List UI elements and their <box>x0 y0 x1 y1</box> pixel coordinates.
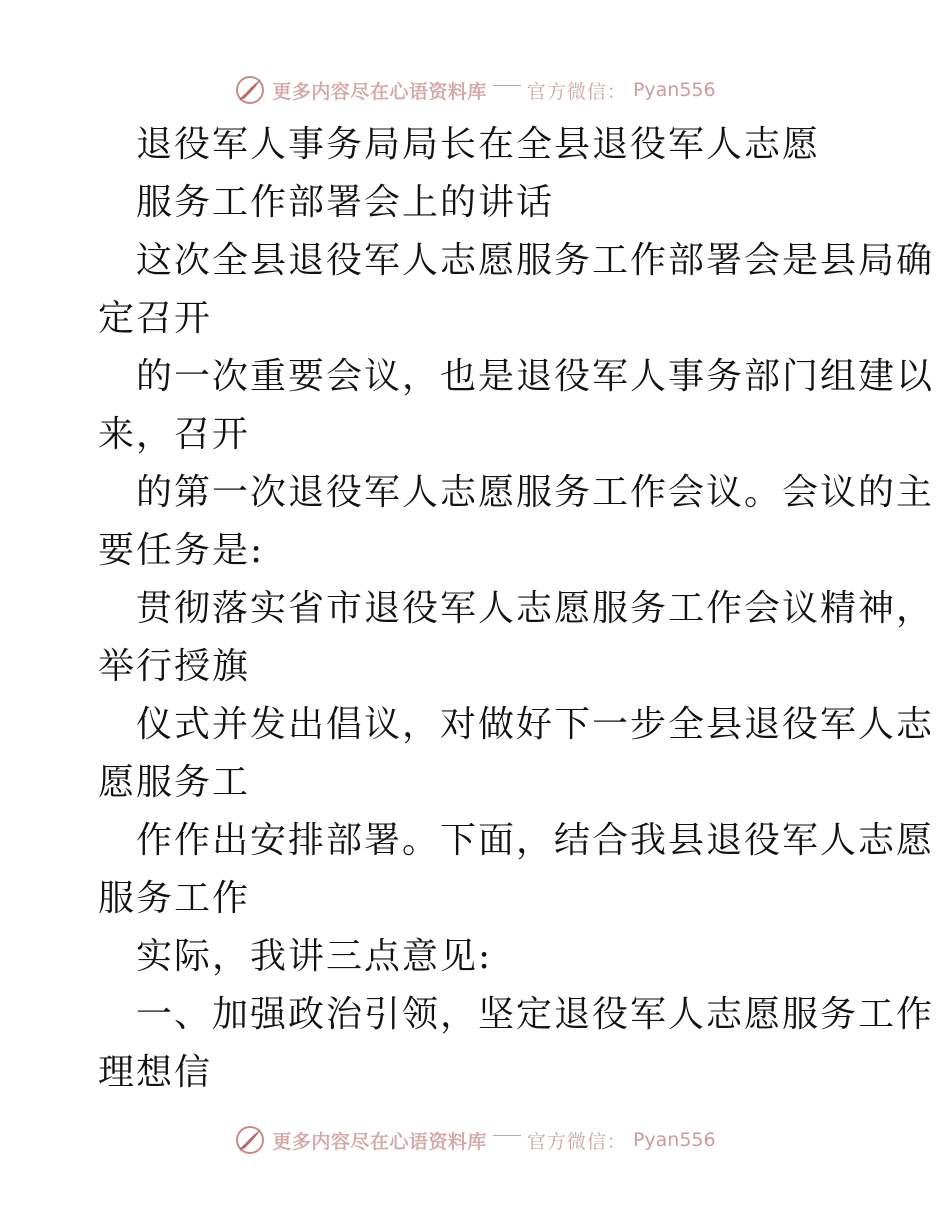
watermark-dash <box>493 85 521 86</box>
watermark-brand-text: 更多内容尽在心语资料库 <box>272 80 487 103</box>
watermark-contact-id: Pyan556 <box>632 79 716 101</box>
paragraph-line: 作作出安排部署。下面，结合我县退役军人志愿 <box>136 820 935 861</box>
watermark-contact-label: 官方微信： <box>526 1130 627 1153</box>
paragraph-line: 举行授旗 <box>98 646 251 687</box>
paragraph-line: 的一次重要会议，也是退役军人事务部门组建以 <box>136 356 935 397</box>
paragraph-line: 贯彻落实省市退役军人志愿服务工作会议精神， <box>136 588 935 629</box>
paragraph-line: 要任务是: <box>98 530 265 571</box>
watermark-contact-id: Pyan556 <box>632 1129 716 1151</box>
paragraph-line: 愿服务工 <box>98 762 251 803</box>
paragraph-line: 的第一次退役军人志愿服务工作会议。会议的主 <box>136 472 935 513</box>
quill-logo-icon <box>234 74 266 106</box>
paragraph-line: 实际，我讲三点意见: <box>136 936 493 977</box>
header-watermark <box>0 70 950 110</box>
paragraph-line: 仪式并发出倡议，对做好下一步全县退役军人志 <box>136 704 935 745</box>
section-heading-line: 一、加强政治引领，坚定退役军人志愿服务工作 <box>136 994 935 1035</box>
watermark-dash <box>493 1135 521 1136</box>
title-line-1: 退役军人事务局局长在全县退役军人志愿 <box>136 124 821 165</box>
footer-watermark <box>0 1120 950 1160</box>
paragraph-line: 服务工作 <box>98 878 251 919</box>
quill-logo-icon <box>234 1124 266 1156</box>
paragraph-line: 这次全县退役军人志愿服务工作部署会是县局确 <box>136 240 935 281</box>
paragraph-line: 来，召开 <box>98 414 251 455</box>
watermark-contact-label: 官方微信： <box>526 80 627 103</box>
section-heading-line: 理想信 <box>98 1052 213 1093</box>
document-body <box>98 116 935 1102</box>
watermark-brand-text: 更多内容尽在心语资料库 <box>272 1130 487 1153</box>
title-line-2: 服务工作部署会上的讲话 <box>136 182 555 223</box>
paragraph-line: 定召开 <box>98 298 213 339</box>
